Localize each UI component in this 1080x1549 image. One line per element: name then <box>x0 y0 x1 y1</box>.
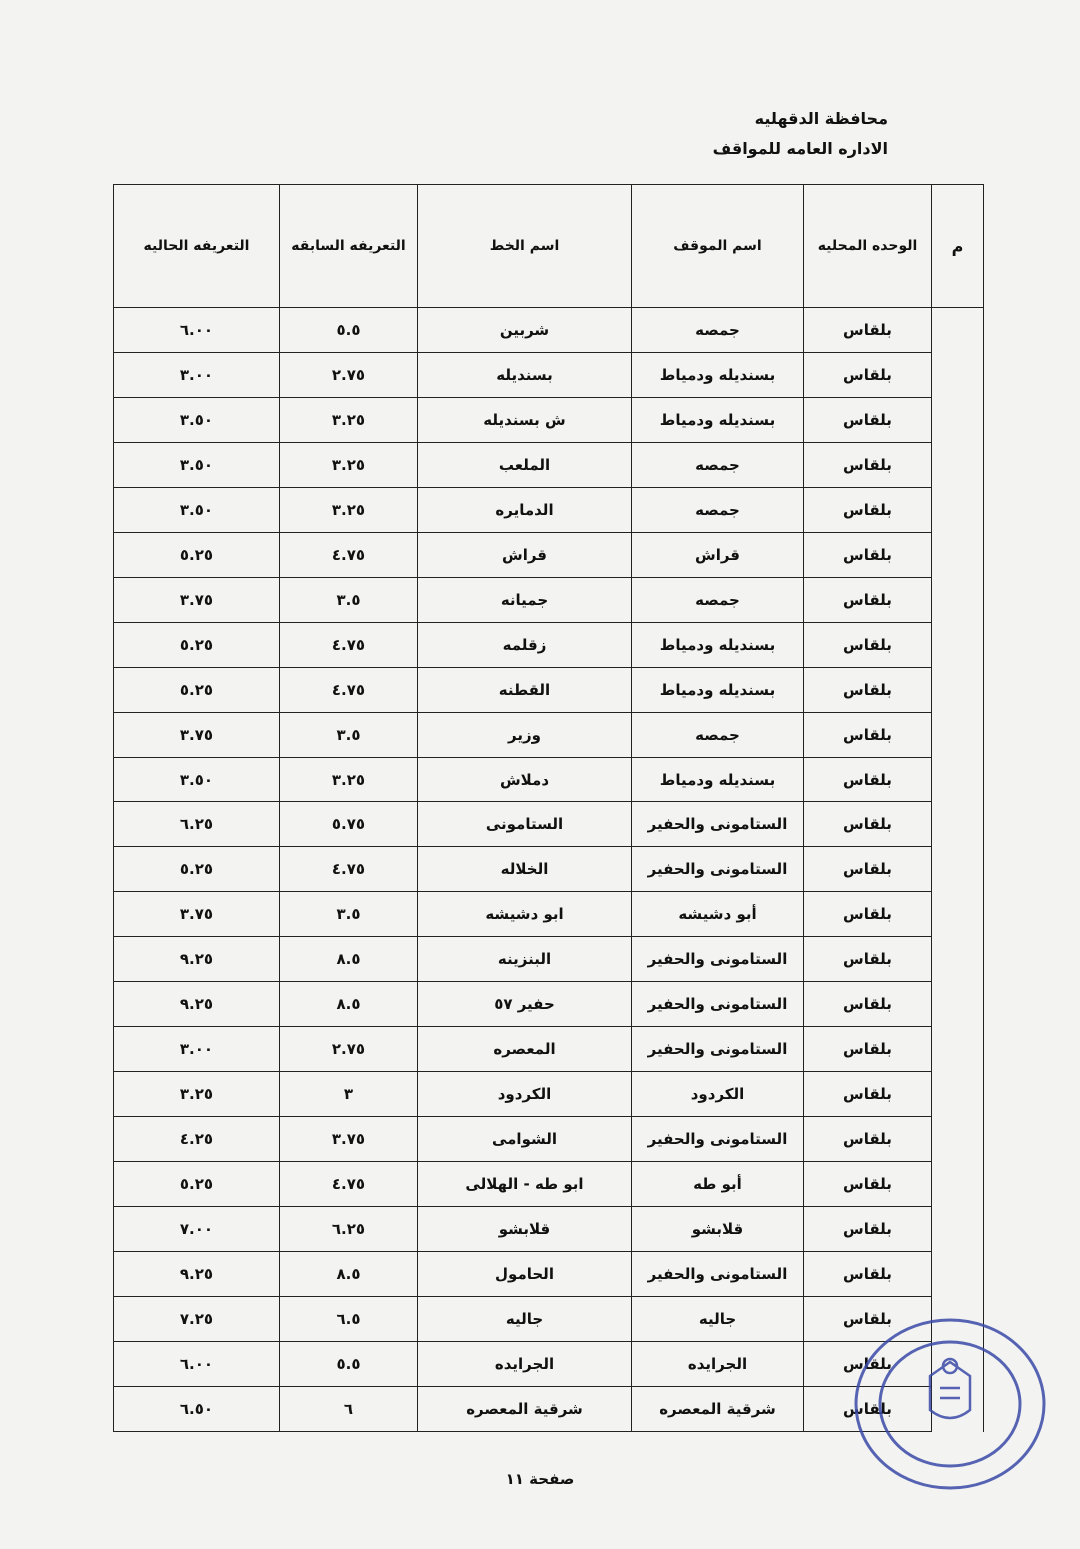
column-header-index: م <box>932 185 984 308</box>
column-header-previous-fare: التعريفه السابقه <box>280 185 418 308</box>
local-unit-cell: بلقاس <box>804 1341 932 1386</box>
line-name-cell: الشوامى <box>418 1117 632 1162</box>
stand-name-cell: أبو دشيشه <box>632 892 804 937</box>
stand-name-cell: الستامونى والحفير <box>632 1027 804 1072</box>
previous-fare-cell: ٦ <box>280 1386 418 1431</box>
line-name-cell: الحامول <box>418 1252 632 1297</box>
line-name-cell: الكردود <box>418 1072 632 1117</box>
stand-name-cell: جمصه <box>632 487 804 532</box>
local-unit-cell: بلقاس <box>804 667 932 712</box>
current-fare-cell: ٧.٠٠ <box>114 1207 280 1252</box>
table-row <box>114 892 984 937</box>
current-fare-cell: ٧.٢٥ <box>114 1296 280 1341</box>
stand-name-cell: بسنديله ودمياط <box>632 757 804 802</box>
current-fare-cell: ٣.٥٠ <box>114 757 280 802</box>
column-header-current-fare: التعريفه الحاليه <box>114 185 280 308</box>
line-name-cell: بسنديله <box>418 352 632 397</box>
current-fare-cell: ٣.٢٥ <box>114 1072 280 1117</box>
current-fare-cell: ٩.٢٥ <box>114 1252 280 1297</box>
line-name-cell: قلابشو <box>418 1207 632 1252</box>
table-row <box>114 622 984 667</box>
index-cell <box>932 352 984 397</box>
page-number: صفحة ١١ <box>505 1470 575 1488</box>
index-cell <box>932 937 984 982</box>
line-name-cell: شرقية المعصره <box>418 1386 632 1431</box>
stand-name-cell: شرقية المعصره <box>632 1386 804 1431</box>
local-unit-cell: بلقاس <box>804 1117 932 1162</box>
governorate-name: محافظة الدقهليه <box>754 109 888 128</box>
current-fare-cell: ٩.٢٥ <box>114 982 280 1027</box>
local-unit-cell: بلقاس <box>804 937 932 982</box>
index-cell <box>932 1252 984 1297</box>
column-header-local-unit: الوحده المحليه <box>804 185 932 308</box>
index-cell <box>932 1162 984 1207</box>
line-name-cell: زقلمه <box>418 622 632 667</box>
index-cell <box>932 982 984 1027</box>
index-cell <box>932 442 984 487</box>
local-unit-cell: بلقاس <box>804 487 932 532</box>
line-name-cell: الدمايره <box>418 487 632 532</box>
previous-fare-cell: ٤.٧٥ <box>280 847 418 892</box>
local-unit-cell: بلقاس <box>804 442 932 487</box>
previous-fare-cell: ٣.٥ <box>280 577 418 622</box>
local-unit-cell: بلقاس <box>804 1027 932 1072</box>
index-cell <box>932 802 984 847</box>
line-name-cell: الستامونى <box>418 802 632 847</box>
current-fare-cell: ٣.٧٥ <box>114 712 280 757</box>
stand-name-cell: بسنديله ودمياط <box>632 352 804 397</box>
previous-fare-cell: ٣.٧٥ <box>280 1117 418 1162</box>
tariff-table-container <box>114 184 984 1432</box>
line-name-cell: دملاش <box>418 757 632 802</box>
stand-name-cell: قراش <box>632 532 804 577</box>
line-name-cell: الخلاله <box>418 847 632 892</box>
table-header-row <box>114 185 984 308</box>
local-unit-cell: بلقاس <box>804 1162 932 1207</box>
previous-fare-cell: ٣.٢٥ <box>280 397 418 442</box>
stand-name-cell: جاليه <box>632 1296 804 1341</box>
table-row <box>114 352 984 397</box>
line-name-cell: حفير ٥٧ <box>418 982 632 1027</box>
table-row <box>114 1027 984 1072</box>
previous-fare-cell: ٢.٧٥ <box>280 352 418 397</box>
previous-fare-cell: ٦.٥ <box>280 1296 418 1341</box>
stand-name-cell: جمصه <box>632 442 804 487</box>
stand-name-cell: بسنديله ودمياط <box>632 622 804 667</box>
current-fare-cell: ٣.٥٠ <box>114 397 280 442</box>
local-unit-cell: بلقاس <box>804 622 932 667</box>
previous-fare-cell: ٥.٥ <box>280 308 418 353</box>
department-name: الاداره العامه للمواقف <box>712 139 888 158</box>
index-cell <box>932 847 984 892</box>
previous-fare-cell: ٢.٧٥ <box>280 1027 418 1072</box>
previous-fare-cell: ٨.٥ <box>280 1252 418 1297</box>
line-name-cell: وزير <box>418 712 632 757</box>
index-cell <box>932 757 984 802</box>
local-unit-cell: بلقاس <box>804 892 932 937</box>
stand-name-cell: الكردود <box>632 1072 804 1117</box>
index-cell <box>932 1117 984 1162</box>
index-cell <box>932 712 984 757</box>
table-row <box>114 1117 984 1162</box>
previous-fare-cell: ٨.٥ <box>280 937 418 982</box>
stand-name-cell: الستامونى والحفير <box>632 802 804 847</box>
stand-name-cell: الجرايده <box>632 1341 804 1386</box>
local-unit-cell: بلقاس <box>804 352 932 397</box>
previous-fare-cell: ٣.٥ <box>280 892 418 937</box>
table-row <box>114 577 984 622</box>
stand-name-cell: جمصه <box>632 712 804 757</box>
line-name-cell: القطنه <box>418 667 632 712</box>
local-unit-cell: بلقاس <box>804 1296 932 1341</box>
local-unit-cell: بلقاس <box>804 982 932 1027</box>
previous-fare-cell: ٣.٢٥ <box>280 487 418 532</box>
line-name-cell: ابو طه - الهلالى <box>418 1162 632 1207</box>
index-cell <box>932 532 984 577</box>
stand-name-cell: الستامونى والحفير <box>632 1117 804 1162</box>
previous-fare-cell: ٨.٥ <box>280 982 418 1027</box>
index-cell <box>932 1072 984 1117</box>
current-fare-cell: ٥.٢٥ <box>114 622 280 667</box>
stand-name-cell: جمصه <box>632 308 804 353</box>
index-cell <box>932 622 984 667</box>
local-unit-cell: بلقاس <box>804 308 932 353</box>
index-cell <box>932 1027 984 1072</box>
line-name-cell: قراش <box>418 532 632 577</box>
line-name-cell: جميانه <box>418 577 632 622</box>
stand-name-cell: قلابشو <box>632 1207 804 1252</box>
index-cell <box>932 667 984 712</box>
current-fare-cell: ٦.٠٠ <box>114 1341 280 1386</box>
current-fare-cell: ٦.٥٠ <box>114 1386 280 1431</box>
index-cell <box>932 397 984 442</box>
table-row <box>114 667 984 712</box>
table-row <box>114 802 984 847</box>
index-cell <box>932 487 984 532</box>
stand-name-cell: الستامونى والحفير <box>632 847 804 892</box>
line-name-cell: المعصره <box>418 1027 632 1072</box>
table-row <box>114 757 984 802</box>
current-fare-cell: ٥.٢٥ <box>114 667 280 712</box>
previous-fare-cell: ٣.٢٥ <box>280 757 418 802</box>
table-row <box>114 937 984 982</box>
current-fare-cell: ٦.٢٥ <box>114 802 280 847</box>
line-name-cell: ش بسنديله <box>418 397 632 442</box>
table-row <box>114 397 984 442</box>
stand-name-cell: جمصه <box>632 577 804 622</box>
previous-fare-cell: ٥.٧٥ <box>280 802 418 847</box>
previous-fare-cell: ٤.٧٥ <box>280 1162 418 1207</box>
current-fare-cell: ٥.٢٥ <box>114 532 280 577</box>
local-unit-cell: بلقاس <box>804 1072 932 1117</box>
table-row <box>114 847 984 892</box>
stand-name-cell: بسنديله ودمياط <box>632 397 804 442</box>
table-row <box>114 712 984 757</box>
stand-name-cell: الستامونى والحفير <box>632 982 804 1027</box>
line-name-cell: الجرايده <box>418 1341 632 1386</box>
current-fare-cell: ٤.٢٥ <box>114 1117 280 1162</box>
current-fare-cell: ٣.٥٠ <box>114 487 280 532</box>
local-unit-cell: بلقاس <box>804 802 932 847</box>
previous-fare-cell: ٣.٥ <box>280 712 418 757</box>
local-unit-cell: بلقاس <box>804 532 932 577</box>
table-row <box>114 532 984 577</box>
local-unit-cell: بلقاس <box>804 712 932 757</box>
local-unit-cell: بلقاس <box>804 397 932 442</box>
previous-fare-cell: ٣ <box>280 1072 418 1117</box>
index-cell <box>932 1207 984 1252</box>
line-name-cell: ابو دشيشه <box>418 892 632 937</box>
previous-fare-cell: ٤.٧٥ <box>280 667 418 712</box>
current-fare-cell: ٣.٧٥ <box>114 577 280 622</box>
column-header-line-name: اسم الخط <box>418 185 632 308</box>
current-fare-cell: ٣.٥٠ <box>114 442 280 487</box>
previous-fare-cell: ٤.٧٥ <box>280 622 418 667</box>
current-fare-cell: ٦.٠٠ <box>114 308 280 353</box>
index-cell <box>932 577 984 622</box>
current-fare-cell: ٣.٧٥ <box>114 892 280 937</box>
line-name-cell: جاليه <box>418 1296 632 1341</box>
tariff-table <box>113 184 984 1432</box>
index-cell <box>932 892 984 937</box>
line-name-cell: البنزينه <box>418 937 632 982</box>
previous-fare-cell: ٤.٧٥ <box>280 532 418 577</box>
local-unit-cell: بلقاس <box>804 577 932 622</box>
current-fare-cell: ٣.٠٠ <box>114 1027 280 1072</box>
table-row <box>114 487 984 532</box>
table-row <box>114 1252 984 1297</box>
table-row <box>114 1162 984 1207</box>
stand-name-cell: الستامونى والحفير <box>632 1252 804 1297</box>
table-row <box>114 1207 984 1252</box>
stand-name-cell: بسنديله ودمياط <box>632 667 804 712</box>
current-fare-cell: ٣.٠٠ <box>114 352 280 397</box>
current-fare-cell: ٥.٢٥ <box>114 847 280 892</box>
local-unit-cell: بلقاس <box>804 1252 932 1297</box>
previous-fare-cell: ٣.٢٥ <box>280 442 418 487</box>
document-header <box>713 104 888 164</box>
table-body <box>114 308 984 1432</box>
stand-name-cell: الستامونى والحفير <box>632 937 804 982</box>
line-name-cell: شربين <box>418 308 632 353</box>
current-fare-cell: ٥.٢٥ <box>114 1162 280 1207</box>
index-cell <box>932 308 984 353</box>
table-row <box>114 982 984 1027</box>
current-fare-cell: ٩.٢٥ <box>114 937 280 982</box>
previous-fare-cell: ٦.٢٥ <box>280 1207 418 1252</box>
local-unit-cell: بلقاس <box>804 1207 932 1252</box>
local-unit-cell: بلقاس <box>804 757 932 802</box>
table-row <box>114 308 984 353</box>
local-unit-cell: بلقاس <box>804 1386 932 1431</box>
table-row <box>114 442 984 487</box>
table-row <box>114 1072 984 1117</box>
stand-name-cell: أبو طه <box>632 1162 804 1207</box>
local-unit-cell: بلقاس <box>804 847 932 892</box>
previous-fare-cell: ٥.٥ <box>280 1341 418 1386</box>
line-name-cell: الملعب <box>418 442 632 487</box>
column-header-stand-name: اسم الموقف <box>632 185 804 308</box>
